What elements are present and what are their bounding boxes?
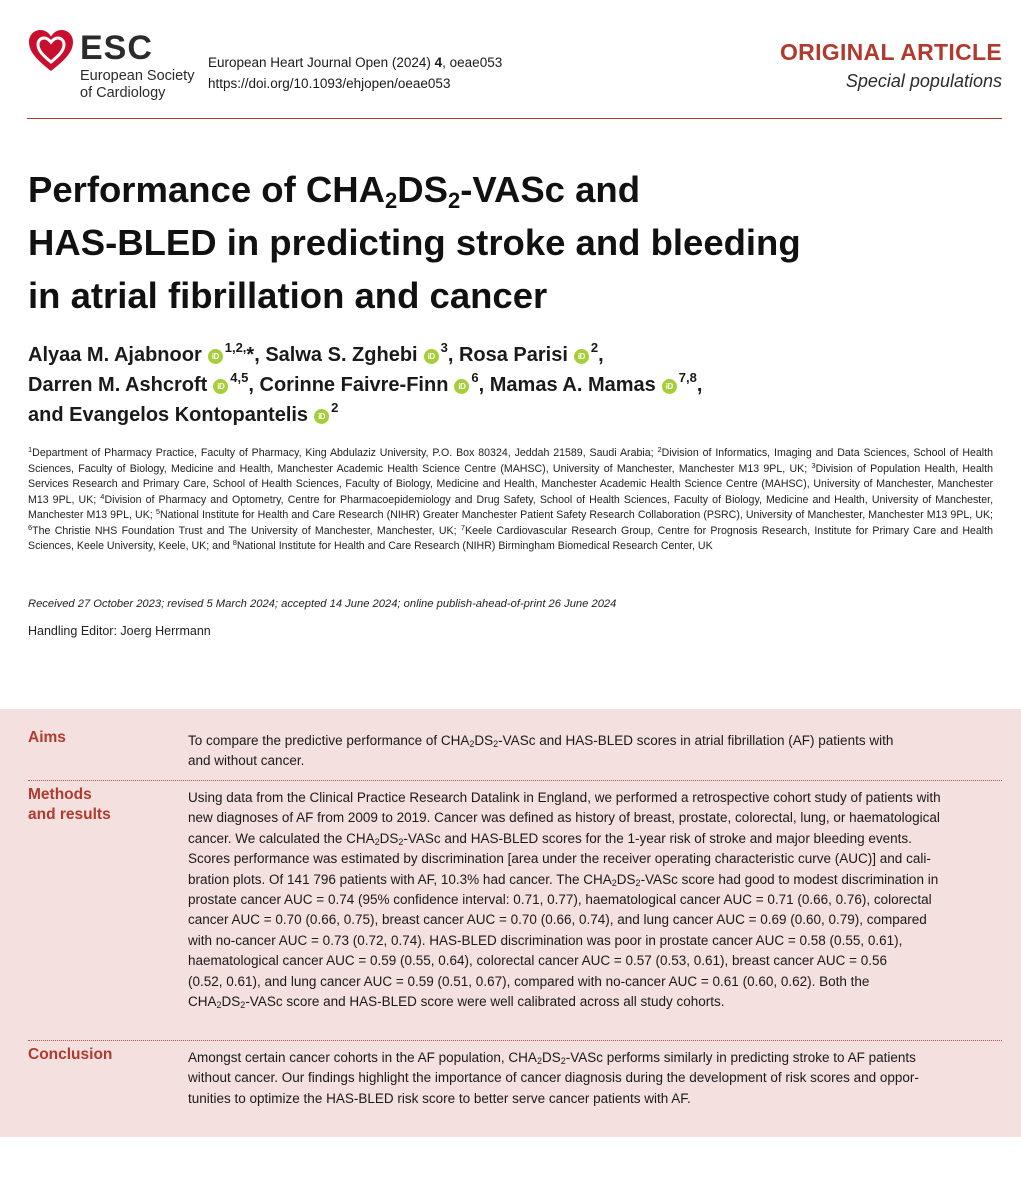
abstract-line: prostate cancer AUC = 0.74 (95% confidence interval: 0.71, 0.77), haematological cancer AUC = 0.71 (0.66, 0.76), colorectal xyxy=(188,892,932,908)
title-line: HAS-BLED in predicting stroke and bleeding xyxy=(28,222,801,263)
article-type: ORIGINAL ARTICLE xyxy=(779,39,1002,65)
abstract-label-conclusion: Conclusion xyxy=(28,1046,113,1063)
abstract-line: haematological cancer AUC = 0.59 (0.55, 0.64), colorectal cancer AUC = 0.57 (0.53, 0.61), breast cancer AUC = 0.56 xyxy=(188,953,888,969)
author[interactable]: Corinne Faivre-Finn xyxy=(259,374,449,396)
orcid-icon[interactable]: iD xyxy=(314,409,329,424)
logo-subtitle-line: of Cardiology xyxy=(80,85,166,101)
journal-name: European Heart Journal Open (2024) xyxy=(208,55,435,70)
article-title xyxy=(28,163,988,322)
orcid-icon[interactable]: iD xyxy=(454,379,469,394)
journal-citation xyxy=(208,52,502,94)
abstract-line: Scores performance was estimated by discrimination [area under the receiver operating characteristic curve (AUC)] and cali- xyxy=(188,851,931,867)
abstract-line: new diagnoses of AF from 2009 to 2019. Cancer was defined as history of breast, prostate, colorectal, lung, or haematological xyxy=(188,810,940,826)
doi-link[interactable]: https://doi.org/10.1093/ehjopen/oeae053 xyxy=(208,76,451,91)
author[interactable]: Alyaa M. Ajabnoor xyxy=(28,344,202,366)
journal-header xyxy=(27,26,1002,118)
author-affil-ref: 7,8 xyxy=(678,370,697,385)
abstract-line: (0.52, 0.61), and lung cancer AUC = 0.59 (0.51, 0.67), compared with no-cancer AUC = 0.61 (0.60, 0.62). Both the xyxy=(188,973,870,989)
author[interactable]: Rosa Parisi xyxy=(458,344,568,366)
abstract-line: cancer AUC = 0.70 (0.66, 0.75), breast cancer AUC = 0.70 (0.66, 0.74), and lung cancer AUC = 0.69 (0.60, 0.79), compared xyxy=(188,912,927,928)
abstract-line: bration plots. Of 141 796 patients with AF, 10.3% had cancer. The $CHA_2DS_2$-VASc score had good to modest discrimination in xyxy=(188,871,939,888)
orcid-icon[interactable]: iD xyxy=(574,349,589,364)
abstract-line: and without cancer. xyxy=(188,753,305,769)
abstract-line: with no-cancer AUC = 0.73 (0.72, 0.74). HAS-BLED discrimination was poor in prostate cancer AUC = 0.58 (0.55, 0.61), xyxy=(188,932,903,948)
author[interactable]: Evangelos Kontopantelis xyxy=(69,404,309,426)
author[interactable]: Darren M. Ashcroft xyxy=(28,374,208,396)
esc-logo xyxy=(27,26,207,106)
orcid-icon[interactable]: iD xyxy=(213,379,228,394)
author-affil-ref: 2 xyxy=(331,400,339,415)
title-line: in atrial fibrillation and cancer xyxy=(28,275,548,316)
journal-reference xyxy=(208,52,502,73)
publication-dates: Received 27 October 2023; revised 5 March 2024; accepted 14 June 2024; online publish-ahead-of-print 26 June 2024 xyxy=(28,598,617,610)
logo-text: ESC xyxy=(80,29,153,67)
abstract-line: without cancer. Our findings highlight the importance of cancer diagnosis during the development of risk scores and oppor- xyxy=(188,1070,919,1086)
abstract-label-aims: Aims xyxy=(28,729,66,746)
author-affil-ref: 6 xyxy=(471,370,479,385)
abstract-label-line: and results xyxy=(28,806,111,823)
abstract-line: Amongst certain cancer cohorts in the AF population, $CHA_2DS_2$-VASc performs similarly in predicting stroke to AF patients xyxy=(188,1050,916,1066)
section-divider xyxy=(28,1040,1002,1041)
orcid-icon[interactable]: iD xyxy=(208,349,223,364)
handling-editor: Handling Editor: Joerg Herrmann xyxy=(28,624,211,638)
abstract-conclusion-text xyxy=(188,1048,1002,1109)
author-line: and Evangelos Kontopantelis $iD^2$ xyxy=(28,400,339,426)
author-affil-ref: 2 xyxy=(590,340,599,355)
section-divider xyxy=(28,780,1002,781)
abstract-line: tunities to optimize the HAS-BLED risk score to better serve cancer patients with AF. xyxy=(188,1090,691,1106)
logo-subtitle xyxy=(80,68,194,102)
author-affil-ref: 1,2, xyxy=(224,340,247,355)
corresponding-marker: * xyxy=(246,344,255,366)
orcid-icon[interactable]: iD xyxy=(662,379,677,394)
author-line: Darren M. Ashcroft iD$^{4,5}$, Corinne Faivre-Finn $iD^6$, Mamas A. Mamas iD$^{7,8}$, xyxy=(28,370,703,396)
abstract-label-methods xyxy=(28,785,168,825)
orcid-icon[interactable]: iD xyxy=(424,349,439,364)
abstract-label-line: Methods xyxy=(28,786,92,803)
affiliations: $^1$Department of Pharmacy Practice, Faculty of Pharmacy, King Abdulaziz University, P.O. Box 80324, Jeddah 21589, Saudi Arabia; $^2$Division of Informatics, Imaging and Data Sciences, School of Health Sciences, Faculty of Biology, Medicine and Health, Manchester Academic Health Science Centre (MAHSC), University of Manchester, Manchester M13 9PL, UK; $^3$Division of Population Health, Health Services Research and Primary Care, School of Health Sciences, Faculty of Biology, Medicine and Health, Manchester Academic Health Science Centre (MAHSC), University of Manchester, Manchester M13 9PL, UK; $^4$Division of Pharmacy and Optometry, Centre for Pharmacoepidemiology and Drug Safety, School of Health Sciences, Faculty of Biology, Medicine and Health, University of Manchester, Manchester M13 9PL, UK; $^5$National Institute for Health and Care Research (NIHR) Greater Manchester Patient Safety Research Collaboration (PSRC), University of Manchester, Manchester M13 9PL, UK; $^6$The Christie NHS Foundation Trust and The University of Manchester, Manchester, UK; $^7$Keele Cardiovascular Research Group, Centre for Prognosis Research, Institute for Primary Care and Health Sciences, Keele University, Keele, UK; and $^8$National Institute for Health and Care Research (NIHR) Birmingham Biomedical Research Center, UK xyxy=(28,445,994,552)
author-line: Alyaa M. Ajabnoor $iD^{1,2,}*$, Salwa S. Zghebi $iD^3$, Rosa Parisi $iD^2$, xyxy=(28,340,604,366)
abstract-line: cancer. We calculated the $CHA_2DS_2$-VASc and HAS-BLED scores for the 1-year risk of stroke and major bleeding events. xyxy=(188,830,912,847)
abstract-line: $CHA_2DS_2$-VASc score and HAS-BLED score were well calibrated across all study cohorts. xyxy=(188,994,725,1011)
author-affil-ref: 3 xyxy=(440,340,448,355)
abstract-line: To compare the predictive performance of $CHA_2DS_2$-VASc and HAS-BLED scores in atrial fibrillation (AF) patients with xyxy=(188,733,894,749)
abstract-aims-text xyxy=(188,731,1002,772)
header-divider xyxy=(27,118,1002,119)
logo-subtitle-line: European Society xyxy=(80,68,195,84)
abstract-line: Using data from the Clinical Practice Research Datalink in England, we performed a retrospective cohort study of patients with xyxy=(188,790,941,805)
journal-volume: 4 xyxy=(434,55,443,70)
heart-logo-icon xyxy=(27,29,75,73)
author[interactable]: Mamas A. Mamas xyxy=(489,374,656,396)
author-list xyxy=(28,340,988,430)
author[interactable]: Salwa S. Zghebi xyxy=(265,344,418,366)
journal-article-id: , oeae053 xyxy=(442,55,503,70)
title-line: Performance of $CHA_2DS_2$-VASc and xyxy=(28,169,641,213)
article-subtype: Special populations xyxy=(845,71,1002,91)
abstract-methods-text xyxy=(188,788,1002,1012)
author-affil-ref: 4,5 xyxy=(230,370,249,385)
